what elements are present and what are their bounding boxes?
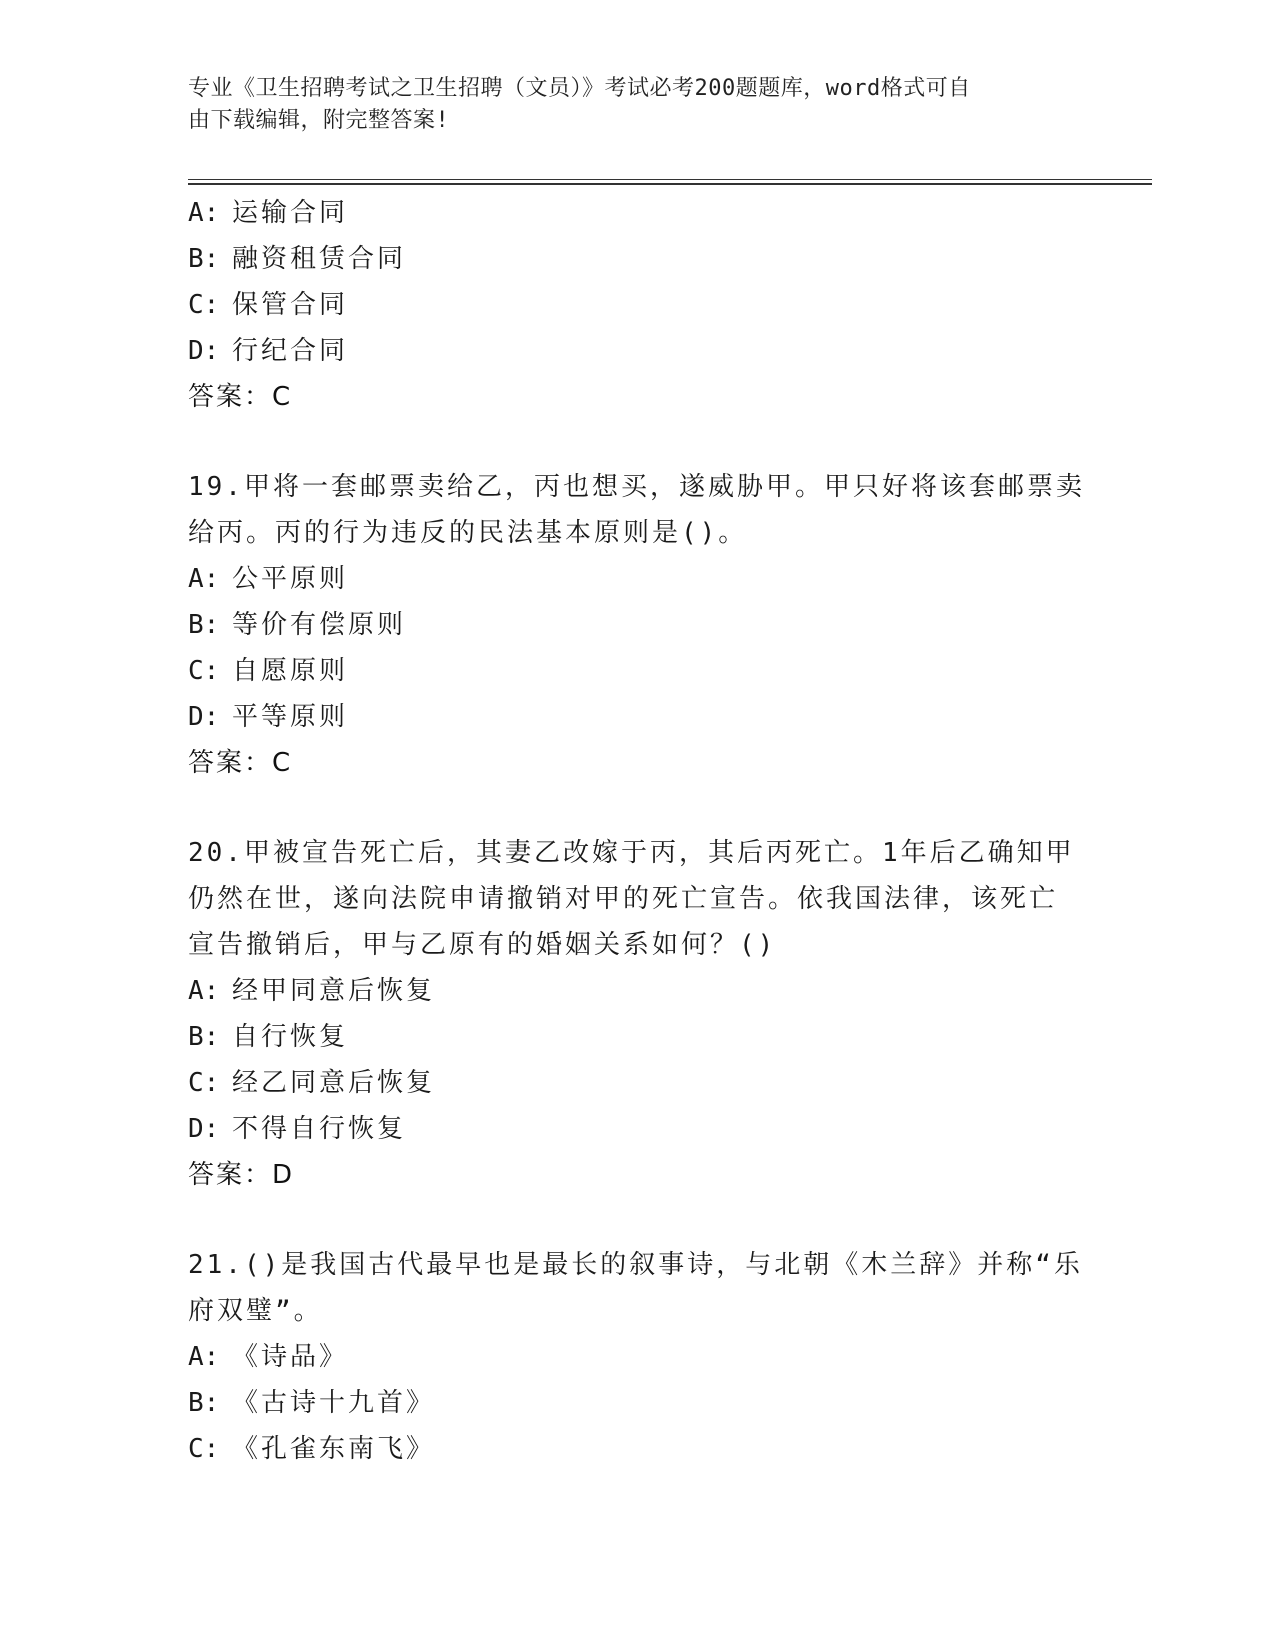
option-label: C: [188,290,220,320]
option-b [188,602,1088,648]
question-19 [188,464,1088,786]
option-label: A: [188,1342,220,1372]
header-rule-thick [188,183,1152,185]
option-text: 《诗品》 [232,1342,349,1372]
option-c [188,1060,1088,1106]
option-d [188,328,1088,374]
option-b [188,1380,1088,1426]
question-stem-line: 府双璧”。 [188,1296,323,1326]
option-text: 不得自行恢复 [232,1114,407,1144]
question-stem-line: 仍然在世，遂向法院申请撤销对甲的死亡宣告。依我国法律，该死亡 [188,884,1059,914]
option-label: B: [188,1388,220,1418]
spacer [188,420,1088,464]
option-b [188,236,1088,282]
option-c [188,648,1088,694]
header-line-2: 由下载编辑，附完整答案! [188,108,450,133]
option-text: 自行恢复 [232,1022,349,1052]
question-stem-line: 20.甲被宣告死亡后，其妻乙改嫁于丙，其后丙死亡。1年后乙确知甲 [188,838,1075,868]
option-text: 保管合同 [232,290,349,320]
question-list [188,190,1088,1472]
option-label: C: [188,1068,220,1098]
option-text: 平等原则 [232,702,349,732]
spacer [188,786,1088,830]
option-c [188,282,1088,328]
question-21 [188,1242,1088,1472]
option-label: B: [188,610,220,640]
question-stem-line: 给丙。丙的行为违反的民法基本原则是()。 [188,518,748,548]
option-text: 自愿原则 [232,656,349,686]
answer: 答案：C [188,748,293,778]
option-a [188,556,1088,602]
option-label: A: [188,976,220,1006]
option-a [188,190,1088,236]
option-text: 经乙同意后恢复 [232,1068,436,1098]
option-a [188,1334,1088,1380]
option-label: A: [188,198,220,228]
option-text: 公平原则 [232,564,349,594]
option-c [188,1426,1088,1472]
option-label: B: [188,244,220,274]
option-b [188,1014,1088,1060]
option-text: 融资租赁合同 [232,244,407,274]
option-label: C: [188,656,220,686]
option-label: D: [188,1114,220,1144]
header-line-1: 专业《卫生招聘考试之卫生招聘（文员）》考试必考200题题库，word格式可自 [188,76,971,101]
option-text: 《古诗十九首》 [232,1388,436,1418]
option-label: A: [188,564,220,594]
question-stem-line: 19.甲将一套邮票卖给乙，丙也想买，遂威胁甲。甲只好将该套邮票卖 [188,472,1085,502]
option-label: B: [188,1022,220,1052]
option-a [188,968,1088,1014]
option-text: 经甲同意后恢复 [232,976,436,1006]
question-18 [188,190,1088,420]
question-stem-line: 21.()是我国古代最早也是最长的叙事诗，与北朝《木兰辞》并称“乐 [188,1250,1083,1280]
option-text: 等价有偿原则 [232,610,407,640]
header-rule-thin [188,179,1152,180]
option-text: 行纪合同 [232,336,349,366]
option-text: 《孔雀东南飞》 [232,1434,436,1464]
option-d [188,694,1088,740]
answer: 答案：D [188,1160,295,1190]
option-label: D: [188,336,220,366]
option-d [188,1106,1088,1152]
option-label: D: [188,702,220,732]
spacer [188,1198,1088,1242]
option-text: 运输合同 [232,198,349,228]
question-stem-line: 宣告撤销后，甲与乙原有的婚姻关系如何？() [188,930,777,960]
option-label: C: [188,1434,220,1464]
answer: 答案：C [188,382,293,412]
document-header [188,73,1088,137]
question-20 [188,830,1088,1198]
